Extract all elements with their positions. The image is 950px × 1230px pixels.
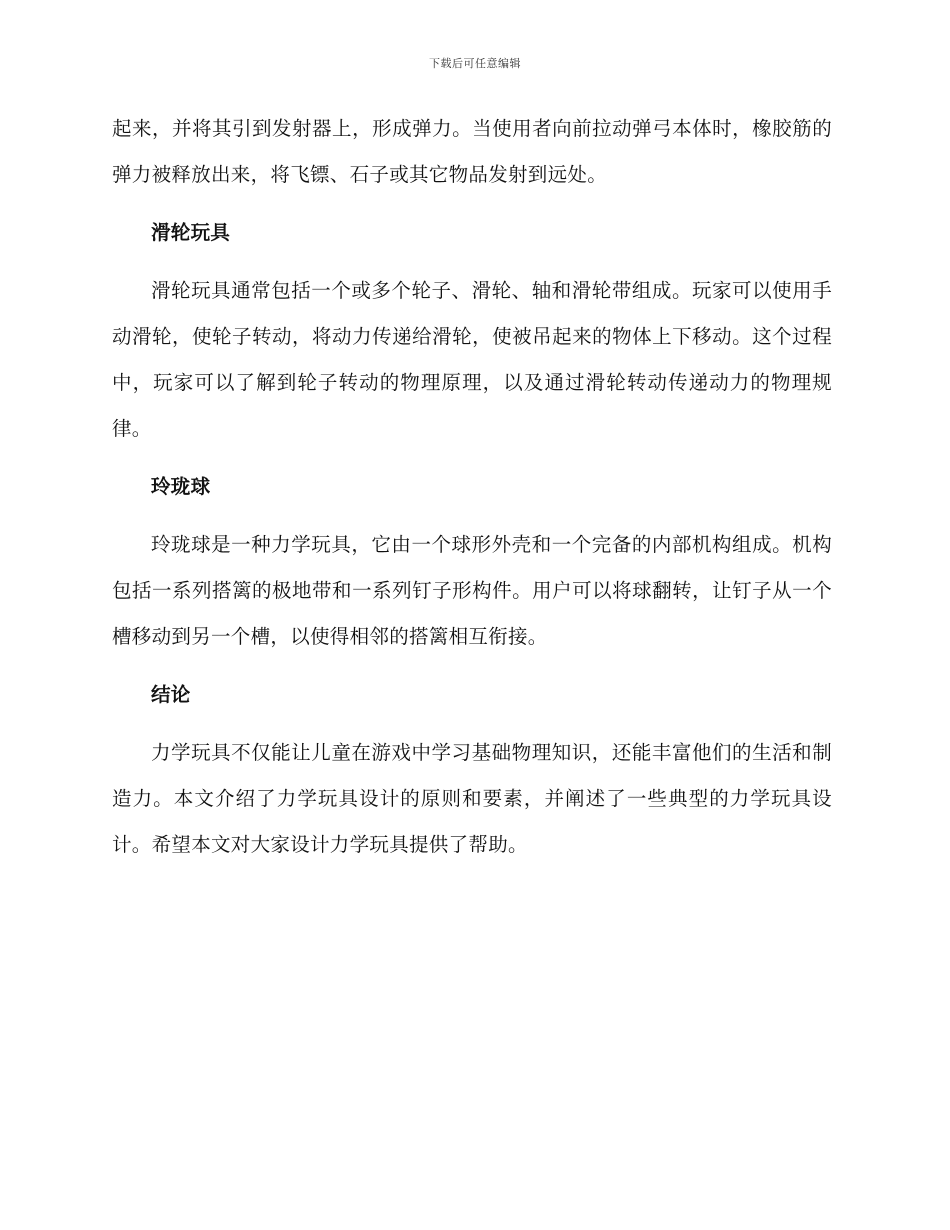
pulley-paragraph: 滑轮玩具通常包括一个或多个轮子、滑轮、轴和滑轮带组成。玩家可以使用手动滑轮，使轮子转动，将动力传递给滑轮，使被吊起来的物体上下移动。这个过程中，玩家可以了解到轮子转动的物理原理，以及通过滑轮转动传递动力的物理规律。	[112, 279, 832, 440]
section-heading-puzzle-ball: 玲珑球	[151, 475, 211, 498]
document-body	[112, 106, 832, 868]
intro-paragraph: 起来，并将其引到发射器上，形成弹力。当使用者向前拉动弹弓本体时，橡胶筋的弹力被释放出来，将飞镖、石子或其它物品发射到远处。	[112, 117, 832, 186]
section-heading-conclusion: 结论	[151, 683, 191, 706]
section-heading-pulley: 滑轮玩具	[151, 221, 231, 244]
puzzle-ball-paragraph: 玲珑球是一种力学玩具，它由一个球形外壳和一个完备的内部机构组成。机构包括一系列搭篱的极地带和一系列钉子形构件。用户可以将球翻转，让钉子从一个槽移动到另一个槽，以使得相邻的搭篱相互衔接。	[112, 533, 832, 648]
conclusion-paragraph: 力学玩具不仅能让儿童在游戏中学习基础物理知识，还能丰富他们的生活和制造力。本文介绍了力学玩具设计的原则和要素，并阐述了一些典型的力学玩具设计。希望本文对大家设计力学玩具提供了帮助。	[112, 741, 832, 856]
page-header: 下载后可任意编辑	[429, 57, 521, 70]
